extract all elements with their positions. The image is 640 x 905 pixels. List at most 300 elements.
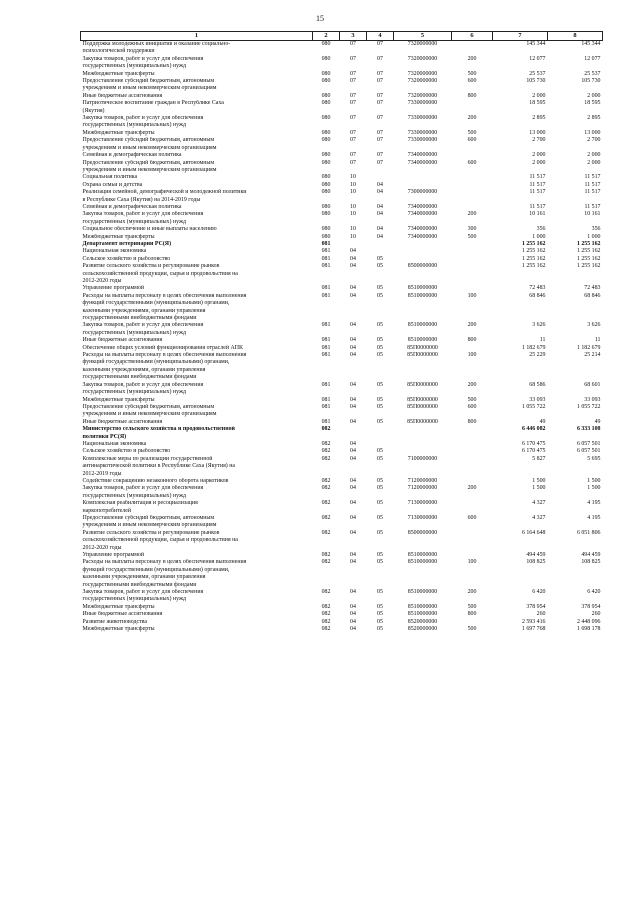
expense-type-cell: 100 [467, 352, 477, 359]
section-code-cell: 04 [350, 611, 356, 618]
table-row [81, 322, 603, 337]
expense-type-cell [452, 248, 493, 255]
amount-cell-year-1: 1 500 [532, 485, 546, 492]
subsection-code-cell: 05 [377, 448, 383, 455]
amount-cell-year-2: 6 051 806 [576, 529, 601, 536]
amount-cell-year-1: 105 730 [526, 78, 546, 85]
amount-cell-year-2: 6 057 501 [576, 448, 601, 455]
table-row [81, 115, 603, 130]
admin-code-cell: 080 [321, 203, 331, 210]
amount-cell-year-2: 13 000 [584, 129, 601, 136]
amount-cell-year-1: 378 954 [526, 603, 546, 610]
expense-type-cell [452, 530, 493, 552]
row-name-cell: Закупка товаров, работ и услуг для обеспечения государственных (муниципальных) нужд [82, 55, 204, 70]
row-name-cell: Управление программой [82, 552, 145, 559]
section-code-cell: 07 [350, 92, 356, 99]
subsection-code-cell: 04 [377, 189, 383, 196]
subsection-code-cell: 05 [377, 455, 383, 462]
section-code-cell: 04 [350, 618, 356, 625]
row-name-cell: Закупка товаров, работ и услуг для обеспечения государственных (муниципальных) нужд [82, 322, 204, 336]
amount-cell-year-1: 11 517 [529, 189, 546, 196]
row-name-cell: Иные бюджетные ассигнования [82, 418, 163, 425]
table-row [81, 404, 603, 419]
admin-code-cell: 082 [321, 618, 331, 625]
admin-code-cell: 082 [321, 500, 331, 507]
subsection-code-cell: 05 [377, 396, 383, 403]
expense-type-cell: 600 [467, 403, 477, 410]
row-name-cell: Расходы на выплаты персоналу в целях обеспечения выполнения функций государственными (муниципальными) органами, казенными учреждениями, органами управления государственными внебюджетными фондами [82, 352, 247, 381]
table-row [81, 93, 603, 100]
column-header: 3 [340, 32, 367, 41]
column-header: 2 [313, 32, 340, 41]
admin-code-cell: 081 [321, 403, 331, 410]
amount-cell-year-2: 1 255 162 [576, 248, 601, 255]
admin-code-cell: 082 [321, 455, 331, 462]
admin-code-cell: 082 [321, 559, 331, 566]
admin-code-cell: 082 [321, 426, 331, 433]
section-code-cell: 04 [350, 603, 356, 610]
amount-cell-year-1: 5 827 [532, 455, 546, 462]
amount-cell-year-1: 2 593 416 [521, 618, 546, 625]
section-code-cell: 04 [350, 455, 356, 462]
amount-cell-year-2: 378 954 [581, 603, 601, 610]
table-row [81, 234, 603, 241]
table-row [81, 189, 603, 204]
section-code-cell: 04 [350, 515, 356, 521]
admin-code-cell: 080 [321, 181, 331, 188]
admin-code-cell: 080 [321, 211, 331, 218]
table-row [81, 552, 603, 559]
expense-type-cell [452, 241, 493, 248]
expense-type-cell [452, 41, 493, 56]
admin-code-cell: 080 [321, 226, 331, 233]
row-name-cell: Межбюджетные трансферты [82, 233, 155, 240]
expense-type-cell [452, 285, 493, 292]
section-code-cell: 07 [350, 159, 356, 166]
target-code-cell: 7320000000 [407, 78, 438, 85]
amount-cell-year-2: 2 448 096 [576, 618, 601, 625]
target-code-cell: 7340000000 [407, 233, 438, 240]
expense-type-cell: 500 [467, 396, 477, 403]
expense-type-cell: 500 [467, 626, 477, 633]
target-code-cell [394, 182, 452, 189]
amount-cell-year-2: 108 825 [581, 559, 601, 566]
subsection-code-cell: 05 [377, 477, 383, 484]
amount-cell-year-2: 11 517 [584, 174, 601, 181]
amount-cell-year-1: 6 446 082 [521, 426, 546, 433]
expense-type-cell: 500 [467, 603, 477, 610]
expense-type-cell [452, 426, 493, 441]
row-name-cell: Управление программой [82, 285, 145, 292]
amount-cell-year-2: 33 093 [584, 396, 601, 403]
amount-cell-year-1: 13 000 [529, 129, 546, 136]
admin-code-cell: 080 [321, 152, 331, 159]
section-code-cell: 04 [350, 337, 356, 344]
section-code-cell [340, 426, 367, 441]
subsection-code-cell [367, 241, 394, 248]
table-row [81, 382, 603, 397]
admin-code-cell: 082 [321, 603, 331, 610]
target-code-cell: 8510000000 [407, 611, 438, 618]
table-row [81, 485, 603, 500]
column-header: 4 [367, 32, 394, 41]
row-name-cell: Реализация семейной, демографической и молодежной политики в Республике Саха (Якутия) на 2014-2019 годы [82, 189, 247, 203]
target-code-cell: 7330000000 [407, 100, 438, 107]
amount-cell-year-2: 1 500 [587, 485, 601, 492]
amount-cell-year-2: 6 057 501 [576, 440, 601, 447]
row-name-cell: Комплексная реабилитация и ресоциализация наркопотребителей [82, 500, 198, 514]
target-code-cell: 85П0000000 [407, 352, 438, 359]
table-row [81, 419, 603, 426]
subsection-code-cell: 07 [377, 41, 383, 47]
amount-cell-year-2: 11 [594, 337, 601, 344]
subsection-code-cell: 05 [377, 515, 383, 521]
target-code-cell: 85П0000000 [407, 344, 438, 351]
subsection-code-cell: 05 [377, 337, 383, 344]
section-code-cell: 04 [350, 589, 356, 596]
amount-cell-year-1: 6 164 648 [521, 529, 546, 536]
section-code-cell: 04 [350, 418, 356, 425]
section-code-cell: 04 [350, 381, 356, 388]
target-code-cell: 85П0000000 [407, 381, 438, 388]
amount-cell-year-1: 1 255 162 [521, 263, 546, 270]
admin-code-cell: 080 [321, 92, 331, 99]
section-code-cell: 10 [350, 211, 356, 218]
page-number: 15 [316, 14, 324, 23]
target-code-cell: 8510000000 [407, 552, 438, 559]
section-code-cell: 04 [350, 403, 356, 410]
expense-type-cell [452, 100, 493, 115]
expense-type-cell [452, 456, 493, 478]
subsection-code-cell: 05 [377, 352, 383, 359]
amount-cell-year-2: 10 161 [584, 211, 601, 218]
target-code-cell: 7340000000 [407, 226, 438, 233]
amount-cell-year-1: 6 170 475 [521, 448, 546, 455]
section-code-cell: 07 [350, 152, 356, 159]
budget-table [80, 31, 603, 634]
amount-cell-year-1: 11 517 [529, 181, 546, 188]
row-name-cell: Расходы на выплаты персоналу в целях обеспечения выполнения функций государственными (муниципальными) органами, казенными учреждениями, органами управления государственными внебюджетными фондами [82, 292, 247, 322]
section-code-cell: 10 [350, 174, 356, 181]
table-row [81, 248, 603, 255]
amount-cell-year-1: 11 [539, 337, 546, 344]
amount-cell-year-2: 2 000 [587, 159, 601, 166]
admin-code-cell: 080 [321, 159, 331, 166]
expense-type-cell: 300 [467, 226, 477, 233]
amount-cell-year-1: 6 420 [532, 589, 546, 596]
admin-code-cell: 082 [321, 611, 331, 618]
row-name-cell: Патриотическое воспитание граждан в Республике Саха (Якутия) [82, 100, 224, 114]
row-name-cell: Закупка товаров, работ и услуг для обеспечения государственных (муниципальных) нужд [82, 589, 204, 603]
target-code-cell: 8500000000 [407, 263, 438, 270]
row-name-cell: Охрана семьи и детства [82, 181, 143, 188]
admin-code-cell: 081 [321, 285, 331, 292]
section-code-cell: 07 [350, 55, 356, 62]
admin-code-cell: 081 [321, 344, 331, 351]
target-code-cell: 7120000000 [407, 485, 438, 492]
section-code-cell: 04 [350, 352, 356, 359]
admin-code-cell: 080 [321, 129, 331, 136]
expense-type-cell [452, 263, 493, 285]
section-code-cell: 07 [350, 78, 356, 85]
amount-cell-year-1: 10 161 [529, 211, 546, 218]
expense-type-cell: 600 [467, 159, 477, 166]
section-code-cell: 07 [350, 115, 356, 122]
expense-type-cell [452, 345, 493, 352]
section-code-cell: 10 [350, 181, 356, 188]
expense-type-cell: 600 [467, 78, 477, 85]
admin-code-cell: 081 [321, 292, 331, 299]
table-row [81, 530, 603, 552]
subsection-code-cell: 04 [377, 233, 383, 240]
amount-cell-year-2: 494 459 [581, 552, 601, 559]
subsection-code-cell: 05 [377, 618, 383, 625]
row-name-cell: Межбюджетные трансферты [82, 129, 155, 136]
section-code-cell: 07 [350, 41, 356, 47]
expense-type-cell [452, 441, 493, 448]
subsection-code-cell: 05 [377, 529, 383, 536]
amount-cell-year-2: 1 255 162 [576, 255, 601, 262]
row-name-cell: Развитие сельского хозяйства и регулирование рынков сельскохозяйственной продукции, сырья и продовольствия на 2012-2020 годы [82, 529, 238, 551]
amount-cell-year-1: 1 255 162 [521, 240, 546, 247]
subsection-code-cell: 05 [377, 626, 383, 633]
expense-type-cell: 500 [467, 233, 477, 240]
table-row [81, 426, 603, 441]
row-name-cell: Департамент ветеринарии РС(Я) [82, 240, 172, 247]
amount-cell-year-1: 1 255 162 [521, 248, 546, 255]
amount-cell-year-2: 68 601 [584, 381, 601, 388]
admin-code-cell: 082 [321, 626, 331, 633]
row-name-cell: Социальная политика [82, 174, 138, 181]
row-name-cell: Семейная и демографическая политика [82, 203, 182, 210]
amount-cell-year-1: 494 459 [526, 552, 546, 559]
expense-type-cell [452, 500, 493, 515]
expense-type-cell: 800 [467, 337, 477, 344]
amount-cell-year-2: 6 420 [587, 589, 601, 596]
amount-cell-year-1: 1 697 768 [521, 626, 546, 633]
amount-cell-year-1: 2 000 [532, 159, 546, 166]
row-name-cell: Социальное обеспечение и иные выплаты населению [82, 226, 217, 233]
section-code-cell: 10 [350, 226, 356, 233]
expense-type-cell [452, 552, 493, 559]
row-name-cell: Иные бюджетные ассигнования [82, 337, 163, 344]
table-row [81, 211, 603, 226]
admin-code-cell: 081 [321, 240, 331, 247]
section-code-cell: 10 [350, 203, 356, 210]
amount-cell-year-2: 1 500 [587, 477, 601, 484]
target-code-cell: 8510000000 [407, 337, 438, 344]
subsection-code-cell: 07 [377, 92, 383, 99]
target-code-cell: 7130000000 [407, 515, 438, 521]
amount-cell-year-2: 25 214 [584, 352, 601, 359]
amount-cell-year-2: 1 182 679 [576, 344, 601, 351]
target-code-cell: 7300000000 [407, 189, 438, 196]
section-code-cell: 04 [350, 559, 356, 566]
row-name-cell: Комплексные меры по реализации государственной антинаркотической политики в Республике Саха (Якутия) на 2012-2019 годы [82, 455, 236, 477]
table-row [81, 182, 603, 189]
expense-type-cell: 200 [467, 211, 477, 218]
expense-type-cell: 200 [467, 589, 477, 596]
amount-cell-year-2: 72 483 [584, 285, 601, 292]
expense-type-cell: 200 [467, 115, 477, 122]
expense-type-cell: 500 [467, 70, 477, 77]
column-header: 6 [452, 32, 493, 41]
subsection-code-cell: 04 [377, 203, 383, 210]
table-row [81, 559, 603, 589]
section-code-cell: 04 [350, 322, 356, 329]
target-code-cell: 85П0000000 [407, 403, 438, 410]
row-name-cell: Предоставление субсидий бюджетным, автономным учреждениям и иным некоммерческим организациям [82, 403, 217, 418]
amount-cell-year-2: 68 846 [584, 292, 601, 299]
amount-cell-year-1: 18 595 [529, 100, 546, 107]
row-name-cell: Иные бюджетные ассигнования [82, 611, 163, 618]
amount-cell-year-2: 2 895 [587, 115, 601, 122]
admin-code-cell: 080 [321, 233, 331, 240]
row-name-cell: Предоставление субсидий бюджетным, автономным учреждениям и иным некоммерческим организациям [82, 78, 217, 92]
expense-type-cell: 800 [467, 92, 477, 99]
subsection-code-cell: 04 [377, 181, 383, 188]
amount-cell-year-1: 108 825 [526, 559, 546, 566]
target-code-cell: 7340000000 [407, 211, 438, 218]
row-name-cell: Межбюджетные трансферты [82, 603, 155, 610]
row-name-cell: Предоставление субсидий бюджетным, автономным учреждениям и иным некоммерческим организациям [82, 515, 217, 529]
table-row [81, 152, 603, 159]
subsection-code-cell [367, 248, 394, 255]
amount-cell-year-1: 260 [536, 611, 546, 618]
section-code-cell: 04 [350, 255, 356, 262]
admin-code-cell: 081 [321, 396, 331, 403]
target-code-cell [394, 426, 452, 441]
target-code-cell: 7120000000 [407, 477, 438, 484]
amount-cell-year-2: 260 [591, 611, 601, 618]
target-code-cell: 8510000000 [407, 322, 438, 329]
expense-type-cell: 800 [467, 418, 477, 425]
admin-code-cell: 081 [321, 255, 331, 262]
amount-cell-year-1: 33 093 [529, 396, 546, 403]
subsection-code-cell: 07 [377, 115, 383, 122]
subsection-code-cell: 05 [377, 559, 383, 566]
amount-cell-year-2: 6 333 108 [576, 426, 601, 433]
expense-type-cell: 100 [467, 559, 477, 566]
table-row [81, 71, 603, 78]
amount-cell-year-2: 11 517 [584, 203, 601, 210]
admin-code-cell: 081 [321, 381, 331, 388]
subsection-code-cell: 04 [377, 226, 383, 233]
amount-cell-year-2: 1 255 162 [576, 240, 601, 247]
table-row [81, 204, 603, 211]
subsection-code-cell: 04 [377, 211, 383, 218]
expense-type-cell [452, 256, 493, 263]
admin-code-cell: 080 [321, 78, 331, 85]
amount-cell-year-1: 1 182 679 [521, 344, 546, 351]
table-row [81, 174, 603, 181]
table-row [81, 256, 603, 263]
amount-cell-year-2: 3 626 [587, 322, 601, 329]
admin-code-cell: 080 [321, 115, 331, 122]
table-row [81, 352, 603, 382]
amount-cell-year-1: 68 586 [529, 381, 546, 388]
expense-type-cell: 200 [467, 381, 477, 388]
expense-type-cell [452, 182, 493, 189]
section-code-cell: 04 [350, 344, 356, 351]
row-name-cell: Национальная экономика [82, 248, 147, 255]
amount-cell-year-2: 25 537 [584, 70, 601, 77]
expense-type-cell: 100 [467, 292, 477, 299]
admin-code-cell: 082 [321, 448, 331, 455]
amount-cell-year-2: 5 695 [587, 455, 601, 462]
subsection-code-cell: 07 [377, 55, 383, 62]
table-row [81, 619, 603, 626]
target-code-cell: 8510000000 [407, 603, 438, 610]
table-row [81, 293, 603, 323]
amount-cell-year-2: 12 077 [584, 55, 601, 62]
subsection-code-cell: 05 [377, 589, 383, 596]
admin-code-cell: 081 [321, 352, 331, 359]
row-name-cell: Межбюджетные трансферты [82, 626, 155, 633]
row-name-cell: Межбюджетные трансферты [82, 70, 155, 77]
admin-code-cell: 080 [321, 70, 331, 77]
amount-cell-year-1: 2 000 [532, 152, 546, 159]
table-row [81, 41, 603, 56]
row-name-cell: Развитие животноводства [82, 618, 147, 625]
subsection-code-cell [367, 441, 394, 448]
section-code-cell: 10 [350, 233, 356, 240]
target-code-cell [394, 248, 452, 255]
subsection-code-cell: 07 [377, 159, 383, 166]
amount-cell-year-1: 1 500 [532, 477, 546, 484]
table-row [81, 226, 603, 233]
row-name-cell: Развитие сельского хозяйства и регулирование рынков сельскохозяйственной продукции, сырья и продовольствия на 2012-2020 годы [82, 263, 238, 284]
amount-cell-year-1: 49 [539, 418, 546, 425]
row-name-cell: Содействие сокращению незаконного оборота наркотиков [82, 477, 229, 484]
amount-cell-year-1: 4 327 [532, 515, 546, 521]
amount-cell-year-1: 3 626 [532, 322, 546, 329]
row-name-cell: Закупка товаров, работ и услуг для обеспечения государственных (муниципальных) нужд [82, 211, 204, 225]
target-code-cell: 7330000000 [407, 129, 438, 136]
subsection-code-cell: 07 [377, 78, 383, 85]
table-row [81, 130, 603, 137]
table-header-row [81, 32, 603, 41]
amount-cell-year-1: 356 [536, 226, 546, 233]
row-name-cell: Предоставление субсидий бюджетным, автономным учреждениям и иным некоммерческим организациям [82, 137, 217, 151]
subsection-code-cell: 05 [377, 322, 383, 329]
section-code-cell: 04 [350, 448, 356, 455]
amount-cell-year-1: 2 895 [532, 115, 546, 122]
target-code-cell: 7330000000 [407, 137, 438, 144]
target-code-cell: 8510000000 [407, 292, 438, 299]
amount-cell-year-2: 1 698 178 [576, 626, 601, 633]
amount-cell-year-1: 25 229 [529, 352, 546, 359]
section-code-cell: 10 [350, 189, 356, 196]
table-row [81, 137, 603, 152]
row-name-cell: Иные бюджетные ассигнования [82, 92, 163, 99]
target-code-cell [394, 441, 452, 448]
admin-code-cell: 082 [321, 552, 331, 559]
section-code-cell: 04 [350, 552, 356, 559]
subsection-code-cell: 05 [377, 611, 383, 618]
target-code-cell: 8520000000 [407, 618, 438, 625]
subsection-code-cell: 05 [377, 292, 383, 299]
expense-type-cell [452, 619, 493, 626]
section-code-cell: 07 [350, 137, 356, 144]
table-row [81, 515, 603, 530]
expense-type-cell: 200 [467, 55, 477, 62]
row-name-cell: Обеспечение общих условий функционирования отраслей АПК [82, 344, 243, 351]
target-code-cell: 7340000000 [407, 203, 438, 210]
expense-type-cell [452, 189, 493, 204]
target-code-cell: 7330000000 [407, 115, 438, 122]
column-header: 8 [548, 32, 603, 41]
